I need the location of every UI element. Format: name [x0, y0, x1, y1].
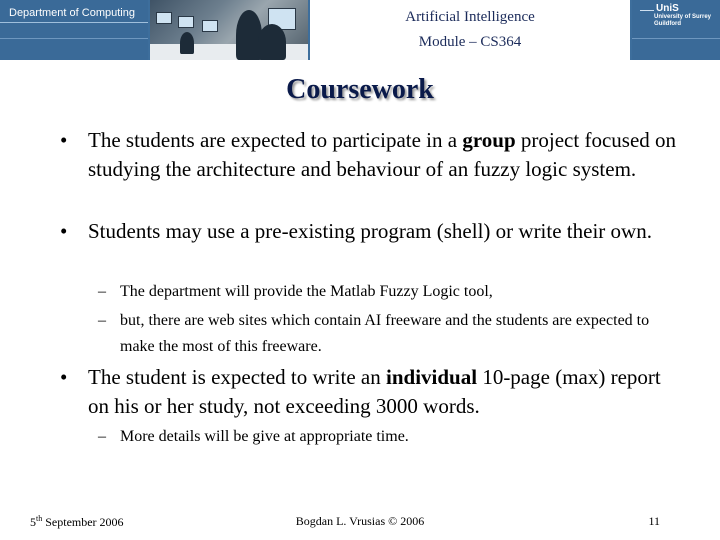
- page-number: 11: [648, 514, 660, 528]
- course-title: Artificial Intelligence: [405, 9, 535, 25]
- bullet-text-part: The students are expected to participate in a: [88, 128, 463, 152]
- bullet-text-part: The student is expected to write an: [88, 365, 386, 389]
- logo-bar: [640, 10, 654, 11]
- footer-date-rest: September 2006: [42, 515, 124, 529]
- bullet-bold-word: individual: [386, 365, 478, 389]
- photo-monitor: [202, 20, 218, 32]
- photo-person: [258, 24, 286, 60]
- slide-heading: Coursework: [286, 74, 434, 105]
- photo-monitor: [156, 12, 172, 24]
- bullet-dot: •: [60, 365, 68, 389]
- footer-date-day: 5: [30, 515, 36, 529]
- university-logo: [632, 0, 720, 60]
- title-box: [310, 0, 630, 60]
- divider: [632, 38, 720, 39]
- sub-bullet-text: The department will provide the Matlab Fuzzy Logic tool,: [120, 283, 493, 300]
- bullet-text-part: project focused on studying the architecture and behaviour of an fuzzy logic system.: [88, 128, 677, 181]
- photo-monitor: [178, 16, 194, 28]
- divider: [0, 22, 148, 23]
- department-label: Department of Computing: [9, 7, 135, 19]
- bullet-dot: •: [60, 219, 68, 243]
- bullet-bold-word: group: [462, 128, 516, 152]
- logo-name-line2: Guildford: [654, 21, 681, 27]
- bullet-dot: •: [60, 128, 68, 152]
- sub-bullet-dash: –: [98, 428, 106, 445]
- slide-header: [0, 0, 720, 60]
- logo-mark: UniS: [656, 3, 679, 14]
- logo-name-line1: University of Surrey: [654, 14, 712, 20]
- footer-date-suffix: th: [36, 514, 43, 523]
- sub-bullet-dash: –: [98, 312, 106, 329]
- sub-bullet-text: but, there are web sites which contain AI freeware and the students are expected to make the most of this freeware.: [120, 312, 650, 355]
- bullet-text: Students may use a pre-existing program (shell) or write their own.: [88, 219, 652, 243]
- sub-bullet-dash: –: [98, 283, 106, 300]
- module-code: Module – CS364: [418, 34, 522, 50]
- footer-author: Bogdan L. Vrusias © 2006: [295, 514, 425, 528]
- divider: [0, 38, 148, 39]
- logo-name: [654, 14, 711, 28]
- photo-person: [180, 32, 194, 54]
- bullet-text-part: 10-page (max) report on his or her study, not exceeding 3000 words.: [88, 365, 661, 418]
- sub-bullet-text: More details will be give at appropriate time.: [120, 428, 409, 445]
- bullet-text: [88, 126, 678, 184]
- lab-photo: [150, 0, 308, 60]
- bullet-text: [88, 363, 678, 421]
- department-banner: [0, 0, 148, 60]
